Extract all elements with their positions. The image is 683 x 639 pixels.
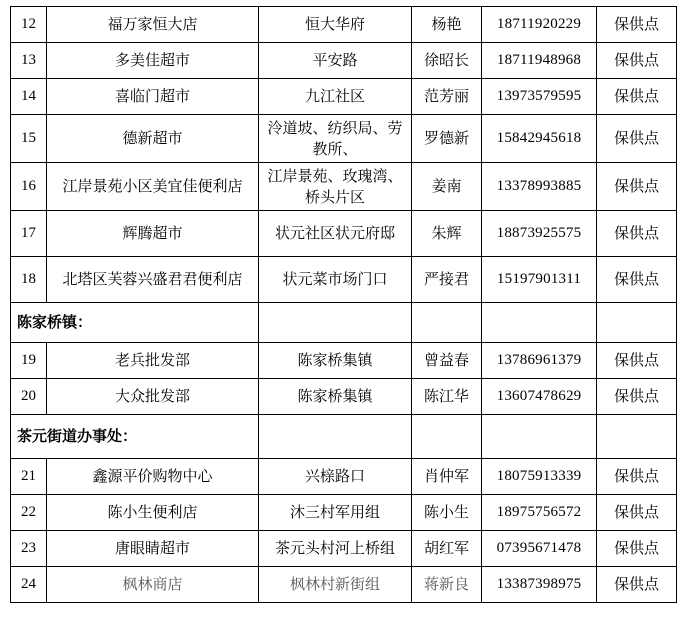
- supply-status: 保供点: [597, 343, 677, 379]
- store-name: 江岸景苑小区美宜佳便利店: [47, 163, 259, 211]
- store-address: 兴榇路口: [259, 459, 412, 495]
- store-name: 枫林商店: [47, 567, 259, 603]
- supply-status: 保供点: [597, 379, 677, 415]
- row-number: 21: [11, 459, 47, 495]
- store-address: 沐三村军用组: [259, 495, 412, 531]
- store-address: 状元社区状元府邸: [259, 211, 412, 257]
- row-number: 16: [11, 163, 47, 211]
- contact-name: 曾益春: [412, 343, 482, 379]
- section-row: [11, 415, 677, 459]
- supply-status: 保供点: [597, 79, 677, 115]
- contact-phone: 15842945618: [482, 115, 597, 163]
- empty-cell: [259, 303, 412, 343]
- contact-phone: 18873925575: [482, 211, 597, 257]
- store-address: 恒大华府: [259, 7, 412, 43]
- row-number: 13: [11, 43, 47, 79]
- store-address: 陈家桥集镇: [259, 379, 412, 415]
- store-name: 北塔区芙蓉兴盛君君便利店: [47, 257, 259, 303]
- contact-name: 徐昭长: [412, 43, 482, 79]
- row-number: 14: [11, 79, 47, 115]
- contact-phone: 13786961379: [482, 343, 597, 379]
- contact-phone: 18075913339: [482, 459, 597, 495]
- contact-name: 罗德新: [412, 115, 482, 163]
- table-row: [11, 115, 677, 163]
- contact-name: 杨艳: [412, 7, 482, 43]
- table-row: [11, 495, 677, 531]
- contact-phone: 15197901311: [482, 257, 597, 303]
- store-name: 陈小生便利店: [47, 495, 259, 531]
- contact-name: 严接君: [412, 257, 482, 303]
- table-row: [11, 79, 677, 115]
- empty-cell: [482, 303, 597, 343]
- supply-status: 保供点: [597, 43, 677, 79]
- table-row: [11, 343, 677, 379]
- supply-status: 保供点: [597, 257, 677, 303]
- row-number: 19: [11, 343, 47, 379]
- table-row: [11, 379, 677, 415]
- table-row: [11, 43, 677, 79]
- table-row: [11, 211, 677, 257]
- contact-name: 陈江华: [412, 379, 482, 415]
- supply-status: 保供点: [597, 7, 677, 43]
- supply-status: 保供点: [597, 495, 677, 531]
- supply-store-table: [10, 6, 677, 603]
- store-name: 多美佳超市: [47, 43, 259, 79]
- store-name: 福万家恒大店: [47, 7, 259, 43]
- store-name: 鑫源平价购物中心: [47, 459, 259, 495]
- section-title: 茶元街道办事处：: [11, 415, 259, 459]
- section-title: 陈家桥镇：: [11, 303, 259, 343]
- contact-phone: 18711920229: [482, 7, 597, 43]
- row-number: 20: [11, 379, 47, 415]
- contact-phone: 18711948968: [482, 43, 597, 79]
- supply-status: 保供点: [597, 115, 677, 163]
- contact-name: 陈小生: [412, 495, 482, 531]
- row-number: 23: [11, 531, 47, 567]
- store-address: 平安路: [259, 43, 412, 79]
- store-name: 喜临门超市: [47, 79, 259, 115]
- empty-cell: [597, 303, 677, 343]
- empty-cell: [412, 415, 482, 459]
- contact-name: 范芳丽: [412, 79, 482, 115]
- store-address: 九江社区: [259, 79, 412, 115]
- contact-name: 朱辉: [412, 211, 482, 257]
- supply-status: 保供点: [597, 459, 677, 495]
- row-number: 12: [11, 7, 47, 43]
- store-address: 枫林村新街组: [259, 567, 412, 603]
- store-name: 老兵批发部: [47, 343, 259, 379]
- store-name: 德新超市: [47, 115, 259, 163]
- contact-phone: 13387398975: [482, 567, 597, 603]
- supply-status: 保供点: [597, 567, 677, 603]
- contact-phone: 18975756572: [482, 495, 597, 531]
- contact-name: 胡红军: [412, 531, 482, 567]
- contact-phone: 13973579595: [482, 79, 597, 115]
- store-name: 辉腾超市: [47, 211, 259, 257]
- row-number: 15: [11, 115, 47, 163]
- supply-status: 保供点: [597, 163, 677, 211]
- contact-name: 肖仲军: [412, 459, 482, 495]
- store-name: 唐眼睛超市: [47, 531, 259, 567]
- contact-phone: 13378993885: [482, 163, 597, 211]
- table-row: [11, 531, 677, 567]
- store-name: 大众批发部: [47, 379, 259, 415]
- table-row: [11, 567, 677, 603]
- section-row: [11, 303, 677, 343]
- store-address: 状元菜市场门口: [259, 257, 412, 303]
- empty-cell: [412, 303, 482, 343]
- store-address: 江岸景苑、玫瑰湾、桥头片区: [259, 163, 412, 211]
- empty-cell: [482, 415, 597, 459]
- contact-name: 蒋新良: [412, 567, 482, 603]
- table-row: [11, 257, 677, 303]
- table-row: [11, 7, 677, 43]
- row-number: 22: [11, 495, 47, 531]
- supply-status: 保供点: [597, 531, 677, 567]
- row-number: 24: [11, 567, 47, 603]
- store-address: 泠道坡、纺织局、劳教所、: [259, 115, 412, 163]
- contact-name: 姜南: [412, 163, 482, 211]
- table-row: [11, 163, 677, 211]
- contact-phone: 07395671478: [482, 531, 597, 567]
- row-number: 17: [11, 211, 47, 257]
- empty-cell: [597, 415, 677, 459]
- table-row: [11, 459, 677, 495]
- store-address: 陈家桥集镇: [259, 343, 412, 379]
- empty-cell: [259, 415, 412, 459]
- contact-phone: 13607478629: [482, 379, 597, 415]
- row-number: 18: [11, 257, 47, 303]
- supply-status: 保供点: [597, 211, 677, 257]
- store-address: 茶元头村河上桥组: [259, 531, 412, 567]
